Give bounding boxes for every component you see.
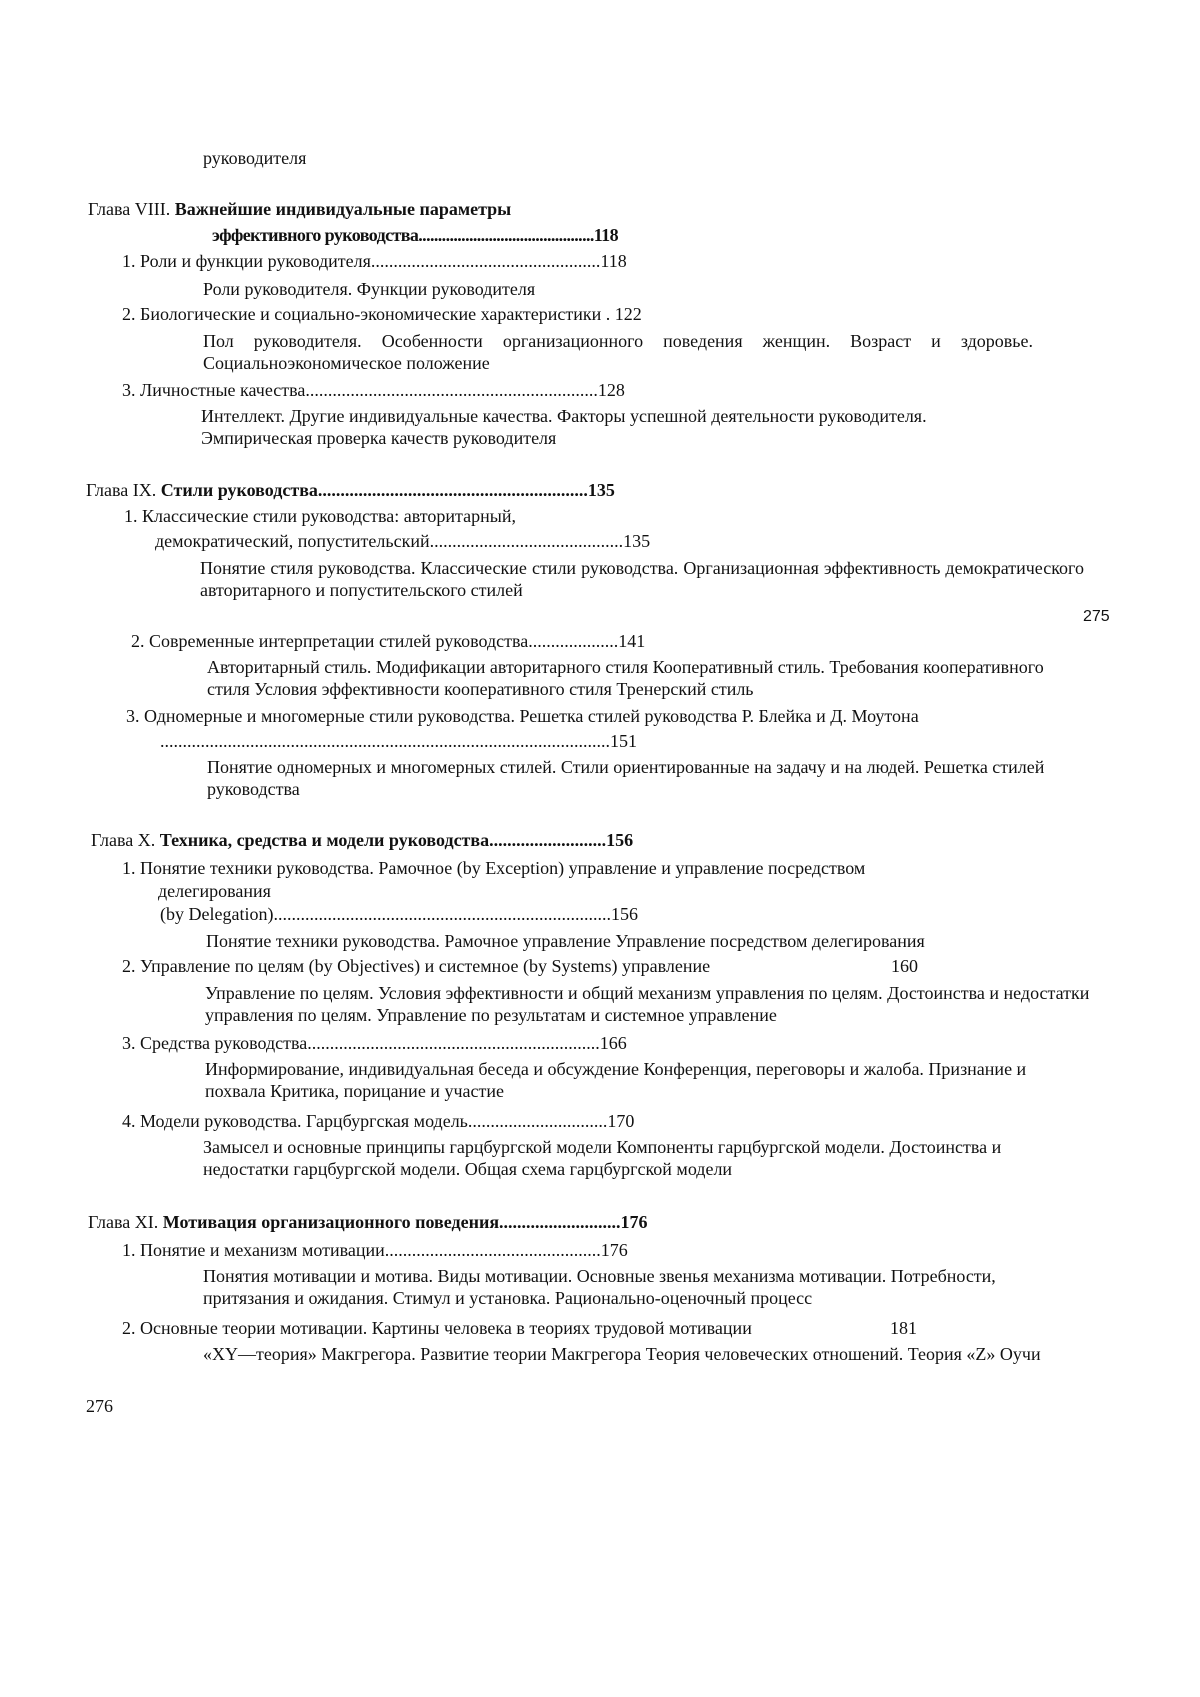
page-number: 275 <box>1083 608 1110 625</box>
toc-entry-desc: Замысел и основные принципы гарцбургской модели Компоненты гарцбургской модели. Достоинства и недостатки гарцбургской модели. Общая схема гарцбургской модели <box>203 1137 1002 1179</box>
chapter-8-title-cont: эффективного руководства.............................................118 <box>212 225 618 245</box>
toc-entry-desc: Понятия мотивации и мотива. Виды мотивации. Основные звенья механизма мотивации. Потребности, притязания и ожидания. Стимул и установка. Рационально-оценочный процесс <box>203 1266 996 1308</box>
toc-entry-desc: Понятие стиля руководства. Классические стили руководства. Организационная эффективность демократического авторитарного и попустительского стилей <box>200 558 1084 600</box>
toc-entry-desc: Пол руководителя. Особенности организационного поведения женщин. Возраст и здоровье. Социальноэкономическое положение <box>203 331 1033 373</box>
toc-entry-cont: (by Delegation)...........................................................................156 <box>160 904 638 924</box>
toc-entry: 1. Понятие техники руководства. Рамочное (by Exception) управление и управление посредством <box>122 858 866 878</box>
chapter-8-title: Важнейшие индивидуальные параметры <box>174 199 512 219</box>
toc-entry-desc: Роли руководителя. Функции руководителя <box>203 279 536 299</box>
toc-entry: 3. Одномерные и многомерные стили руководства. Решетка стилей руководства Р. Блейка и Д. Моутона <box>126 706 919 726</box>
toc-entry: 1. Классические стили руководства: авторитарный, <box>124 506 516 526</box>
chapter-9-title: Стили руководства............................................................135 <box>160 480 615 500</box>
toc-entry-desc: Управление по целям. Условия эффективности и общий механизм управления по целям. Достоинства и недостатки управления по целям. Управление по результатам и системное управление <box>205 983 1090 1025</box>
toc-entry: 3. Личностные качества.................................................................128 <box>122 380 625 400</box>
toc-entry: 1. Роли и функции руководителя...................................................118 <box>122 251 627 271</box>
toc-entry: 2. Управление по целям (by Objectives) и системное (by Systems) управление <box>122 956 711 976</box>
toc-entry: 1. Понятие и механизм мотивации................................................176 <box>122 1240 628 1260</box>
continued-line: руководителя <box>203 148 307 168</box>
chapter-11-prefix: Глава XI. <box>88 1212 163 1232</box>
chapter-9-prefix: Глава IX. <box>86 480 161 500</box>
toc-entry-desc: Информирование, индивидуальная беседа и обсуждение Конференция, переговоры и жалоба. Признание и похвала Критика, порицание и участие <box>205 1059 1027 1101</box>
toc-entry-desc: Понятие одномерных и многомерных стилей. Стили ориентированные на задачу и на людей. Решетка стилей руководства <box>207 757 1045 799</box>
chapter-8-prefix: Глава VIII. <box>88 199 175 219</box>
toc-entry-desc: Авторитарный стиль. Модификации авторитарного стиля Кооперативный стиль. Требования кооперативного стиля Условия эффективности кооперативного стиля Тренерский стиль <box>207 657 1044 699</box>
toc-entry-desc: Интеллект. Другие индивидуальные качества. Факторы успешной деятельности руководителя. Эмпирическая проверка качеств руководителя <box>201 406 927 448</box>
toc-entry-cont: демократический, попустительский...........................................135 <box>155 531 651 551</box>
toc-entry: 3. Средства руководства.................................................................166 <box>122 1033 627 1053</box>
toc-entry: 4. Модели руководства. Гарцбургская модель...............................170 <box>122 1111 635 1131</box>
toc-entry-page: 181 <box>890 1318 917 1338</box>
chapter-11-heading <box>88 1211 648 1233</box>
toc-entry: 2. Основные теории мотивации. Картины человека в теориях трудовой мотивации <box>122 1318 752 1338</box>
toc-entry-cont: делегирования <box>158 881 271 901</box>
chapter-9-heading <box>86 479 615 501</box>
chapter-8-heading <box>88 198 511 220</box>
toc-entry: 2. Современные интерпретации стилей руководства....................141 <box>131 631 646 651</box>
chapter-10-heading <box>91 829 633 851</box>
toc-entry-desc: Понятие техники руководства. Рамочное управление Управление посредством делегирования <box>206 931 925 951</box>
toc-entry-cont: ....................................................................................................151 <box>160 731 637 751</box>
page-number: 276 <box>86 1396 113 1416</box>
chapter-11-title: Мотивация организационного поведения...........................176 <box>162 1212 648 1232</box>
toc-entry: 2. Биологические и социально-экономические характеристики . 122 <box>122 304 642 324</box>
toc-entry-desc: «XY—теория» Макгрегора. Развитие теории Макгрегора Теория человеческих отношений. Теория «Z» Оучи <box>203 1344 1041 1364</box>
chapter-10-title: Техника, средства и модели руководства..........................156 <box>159 830 634 850</box>
chapter-10-prefix: Глава X. <box>91 830 160 850</box>
toc-entry-page: 160 <box>891 956 918 976</box>
